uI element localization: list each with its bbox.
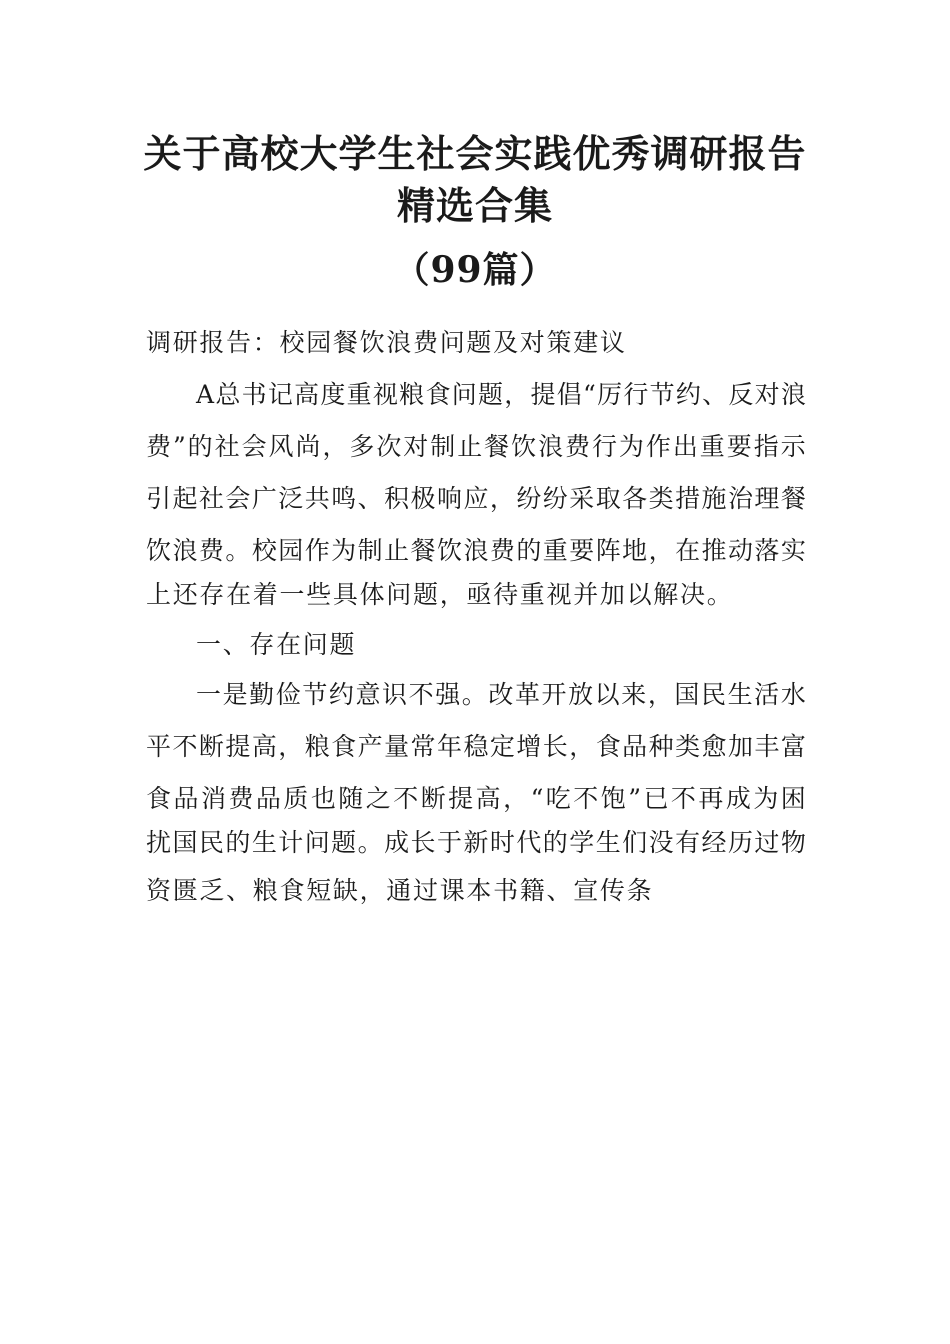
section-heading: 一、存在问题 — [196, 630, 357, 659]
paragraph-1-line-3: 引 起 社 会 广 泛 共 鸣 、 积 极 响 应 ， 纷 纷 采 取 各 类 措 施 治 理 餐 — [146, 484, 806, 513]
paragraph-2-line-1: 一 是 勤 俭 节 约 意 识 不 强 。 改 革 开 放 以 来 ， 国 民 生 活 水 — [196, 680, 806, 709]
paragraph-1-line-4: 饮 浪 费 。 校 园 作 为 制 止 餐 饮 浪 费 的 重 要 阵 地 ， 在 推 动 落 实 — [146, 536, 806, 565]
paragraph-2-line-3: 食 品 消 费 品 质 也 随 之 不 断 提 高 ， “ 吃 不 饱 ” 已 不 再 成 为 困 — [146, 784, 806, 813]
report-subtitle: 调研报告：校园餐饮浪费问题及对策建议 — [146, 328, 627, 357]
paragraph-2-line-2: 平 不 断 提 高 ， 粮 食 产 量 常 年 稳 定 增 长 ， 食 品 种 类 愈 加 丰 富 — [146, 732, 806, 761]
document-title-line-2: 精选合集 — [396, 183, 553, 228]
paragraph-1-line-2: 费 ” 的 社 会 风 尚 ， 多 次 对 制 止 餐 饮 浪 费 行 为 作 出 重 要 指 示 — [146, 432, 806, 461]
paragraph-1-line-5: 上还存在着一些具体问题，亟待重视并加以解决。 — [146, 580, 734, 609]
document-title-line-1: 关于高校大学生社会实践优秀调研报告 — [143, 131, 807, 176]
paragraph-1-line-1: A 总 书 记 高 度 重 视 粮 食 问 题 ， 提 倡 “ 厉 行 节 约 、 反 对 浪 — [196, 380, 806, 409]
paragraph-2-line-4: 扰 国 民 的 生 计 问 题 。 成 长 于 新 时 代 的 学 生 们 没 有 经 历 过 物 — [146, 828, 806, 857]
paragraph-2-line-5: 资匮乏、粮食短缺，通过课本书籍、宣传条 — [146, 876, 654, 905]
document-title-line-3: （99篇） — [393, 249, 557, 291]
